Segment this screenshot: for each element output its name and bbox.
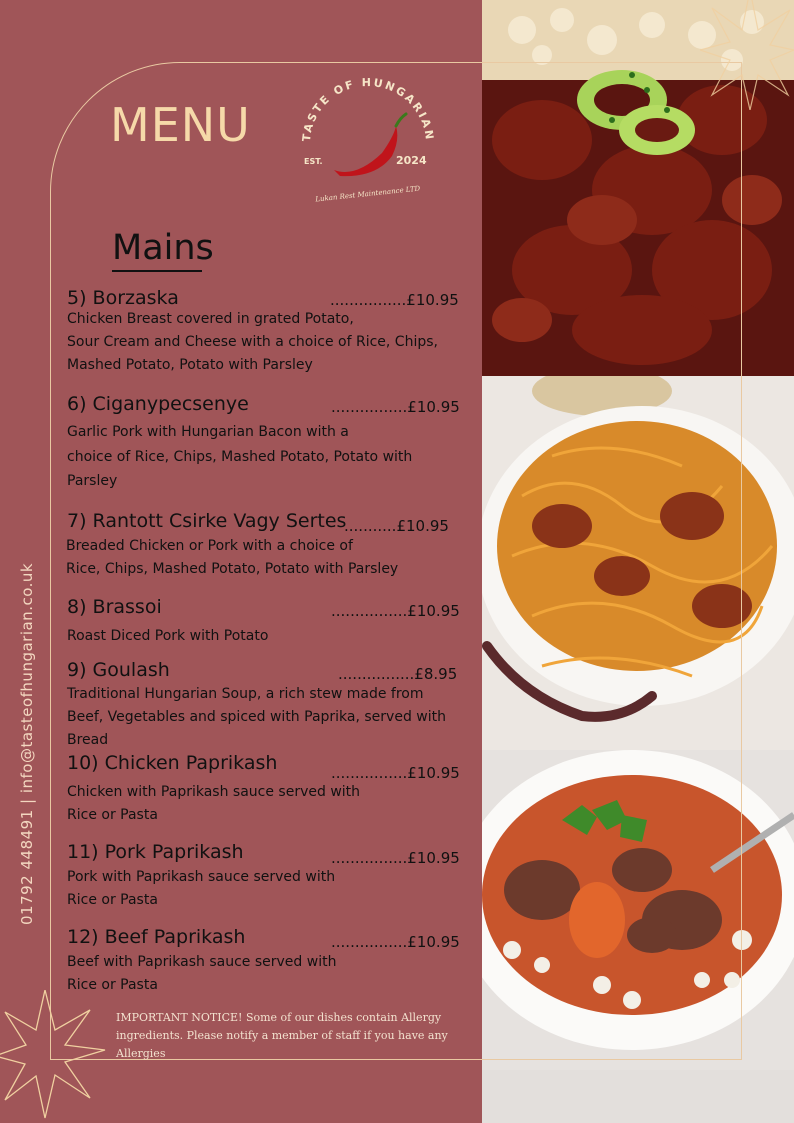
menu-item-price: ................£10.95 (331, 764, 460, 782)
starburst-icon-top (700, 0, 794, 110)
starburst-icon (0, 990, 110, 1120)
section-underline (112, 270, 202, 272)
menu-item-description: Traditional Hungarian Soup, a rich stew made from Beef, Vegetables and spiced with Paprika, served with Bread (67, 686, 446, 748)
menu-item-name: 10) Chicken Paprikash (67, 752, 278, 774)
allergy-notice: IMPORTANT NOTICE! Some of our dishes contain Allergy ingredients. Please notify a member of staff if you have any Allergies (116, 1011, 448, 1060)
contact-info: 01792 448491 | info@tasteofhungarian.co.uk (18, 562, 36, 925)
menu-item-description: Roast Diced Pork with Potato (67, 628, 269, 644)
menu-item-price: ................£10.95 (331, 398, 460, 416)
menu-item-name: 12) Beef Paprikash (67, 926, 246, 948)
menu-item-description: Beef with Paprikash sauce served with Rice or Pasta (67, 954, 337, 993)
menu-item-price: ................£10.95 (331, 933, 460, 951)
menu-item-description: Chicken Breast covered in grated Potato, Sour Cream and Cheese with a choice of Rice, Chips, Mashed Potato, Potato with Parsley (67, 311, 438, 373)
menu-item-name: 8) Brassoi (67, 596, 162, 618)
menu-item-price: ...........£10.95 (344, 517, 449, 535)
menu-item-price: ................£8.95 (338, 665, 458, 683)
svg-text:TASTE OF HUNGARIAN (300, 78, 436, 142)
menu-item-description: Pork with Paprikash sauce served with Rice or Pasta (67, 869, 336, 908)
menu-item-name: 6) Ciganypecsenye (67, 393, 249, 415)
restaurant-logo (296, 78, 440, 208)
section-title: Mains (112, 228, 214, 268)
menu-item-description: Chicken with Paprikash sauce served with Rice or Pasta (67, 784, 361, 823)
menu-item-price: ................£10.95 (330, 291, 459, 309)
logo-signature: Lukan Rest Maintenance LTD (315, 184, 421, 204)
menu-item-name: 7) Rantott Csirke Vagy Sertes (67, 510, 347, 532)
logo-arc-text: TASTE OF HUNGARIAN (299, 78, 437, 143)
menu-item-price: ................£10.95 (331, 602, 460, 620)
logo-year: 2024 (396, 154, 427, 167)
menu-item-description: Breaded Chicken or Pork with a choice of Rice, Chips, Mashed Potato, Potato with Parsley (66, 538, 399, 577)
logo-est: EST. (304, 157, 323, 166)
menu-item-name: 11) Pork Paprikash (67, 841, 244, 863)
page-title: MENU (110, 98, 251, 152)
menu-item-price: ................£10.95 (331, 849, 460, 867)
menu-item-name: 9) Goulash (67, 659, 170, 681)
menu-item-name: 5) Borzaska (67, 287, 179, 309)
menu-item-description: Garlic Pork with Hungarian Bacon with a choice of Rice, Chips, Mashed Potato, Potato with Parsley (67, 424, 413, 489)
